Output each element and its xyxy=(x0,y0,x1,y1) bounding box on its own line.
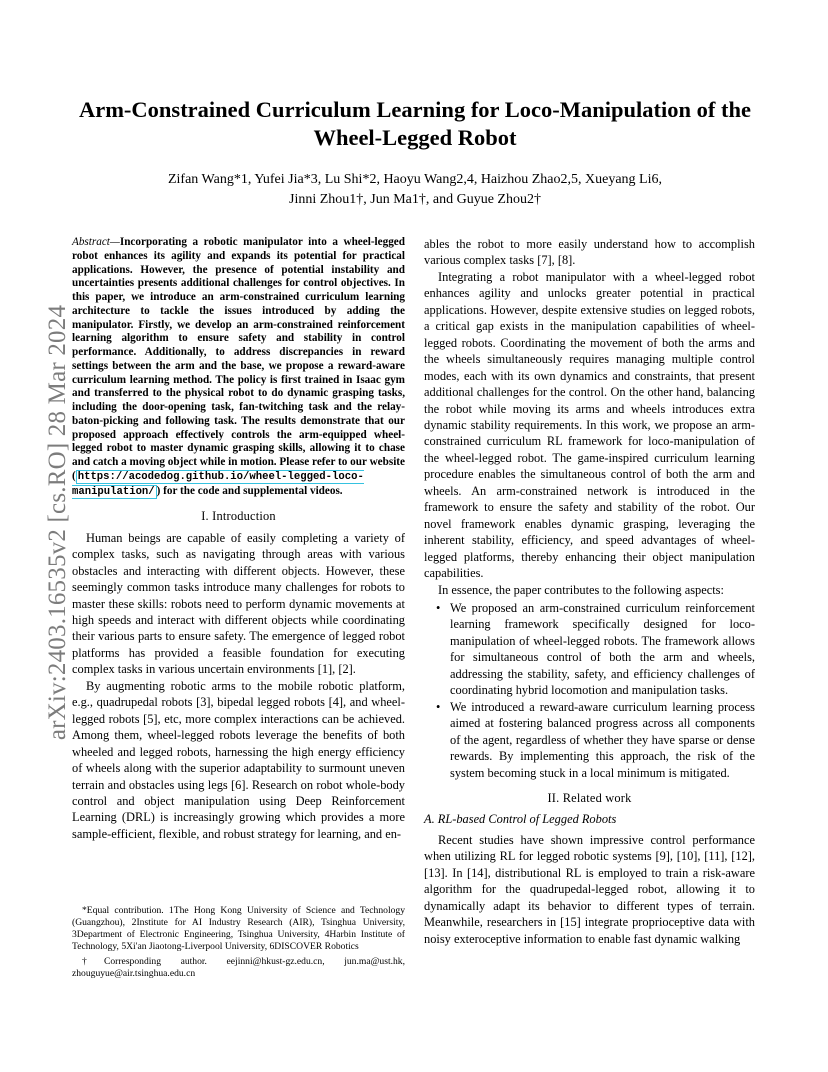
right-column xyxy=(424,236,755,947)
abstract-lead: Abstract— xyxy=(72,236,120,248)
paper-title xyxy=(70,96,760,152)
intro-paragraph-2: By augmenting robotic arms to the mobile robotic platform, e.g., quadrupedal robots [3], bipedal legged robots [4], and wheel-legged robots [5], etc, more complex interactions can be achieved. Among them, wheel-legged robots leverage the benefits of both wheeled and legged robots, harnessing the high energy efficiency of wheels along with the superior adaptability to surmount uneven terrain and obstacles using legs [6]. Research on robot whole-body control and object manipulation using Deep Reinforcement Learning (DRL) is increasingly growing which provides a more sample-efficient, flexible, and robust strategy for learning, and en- xyxy=(72,678,405,841)
section-heading-related-work: II. Related work xyxy=(547,790,632,805)
bullet-icon: • xyxy=(436,699,441,714)
bullet-icon: • xyxy=(436,600,441,615)
contribution-text: We proposed an arm-constrained curriculum reinforcement learning framework specifically designed for loco-manipulation of wheel-legged robots. The framework allows for simultaneous control of both the arm and wheels, addressing the stability, safety, and efficiency challenges of coordinating hybrid locomotion and manipulation tasks. xyxy=(450,600,755,698)
website-link[interactable]: https://acodedog.github.io/wheel-legged-loco-manipulation/ xyxy=(72,470,364,498)
abstract-tail: ) for the code and supplemental videos. xyxy=(156,484,343,497)
contribution-item xyxy=(436,699,755,781)
footnote-corresponding: †Corresponding author. eejinni@hkust-gz.edu.cn, jun.ma@ust.hk, zhouguyue@air.tsinghua.edu.cn xyxy=(72,956,405,980)
contribution-list xyxy=(424,600,755,781)
arxiv-sidebar xyxy=(18,285,71,760)
related-paragraph-1: Recent studies have shown impressive control performance when utilizing RL for legged robotic systems [9], [10], [11], [12], [13]. In [14], distributional RL is employed to train a risk-aware algorithm for the quadrupedal-legged robot, allowing it to dynamically adapt its behavior to different types of terrain. Meanwhile, researchers in [15] integrate proprioceptive data with noisy exteroceptive information to enable fast dynamic walking xyxy=(424,832,755,946)
contribution-item xyxy=(436,600,755,699)
section-heading-introduction: I. Introduction xyxy=(201,509,276,524)
authors-line-1: Zifan Wang*1, Yufei Jia*3, Lu Shi*2, Haoyu Wang2,4, Haizhou Zhao2,5, Xueyang Li6, xyxy=(167,172,662,187)
arxiv-identifier[interactable]: arXiv:2403.16535v2 [cs.RO] 28 Mar 2024 xyxy=(44,304,71,741)
left-column xyxy=(72,236,405,842)
authors-line-2: Jinni Zhou1†, Jun Ma1†, and Guyue Zhou2† xyxy=(289,192,541,207)
intro-paragraph-3: Integrating a robot manipulator with a wheel-legged robot enhances agility and unlocks greater potential in practical applications. However, despite extensive studies on legged robots, a critical gap exists in the manipulation capabilities of wheel-legged robots. Coordinating the movement of both the arms and the wheels simultaneously requires managing multiple control modes, each with its own dynamics and constraints, that present additional challenges for the control. On the other hand, balancing the robot while moving its arms and wheels introduces extra dynamic stability requirements. In this work, we propose an arm-constrained curriculum RL framework for loco-manipulation of the wheel-legged robot. The game-inspired curriculum learning procedure enables the simultaneous control of both the arm and wheels. An arm-constrained network is introduced in the framework to ensure the safety and stability of the robot. Our novel framework enables dynamic grasping, leveraging the inherent stability, efficiency, and speed advantages of wheel-legged platforms, thereby enhancing their object manipulation capabilities. xyxy=(424,269,755,581)
intro-paragraph-continued: ables the robot to more easily understand how to accomplish various complex tasks [7], [8]. xyxy=(424,237,755,268)
subsection-heading: A. RL-based Control of Legged Robots xyxy=(424,812,617,827)
author-list xyxy=(90,170,740,210)
intro-paragraph-1: Human beings are capable of easily completing a variety of complex tasks, such as navigating through areas with various obstacles and interacting with different objects. However, these seemingly common tasks introduce many challenges for robots to master these skills: robots need to perform dynamic movements at high speeds and interact with different objects while coordinating their various parts to ensure safety. The emergence of legged robot platforms has provided a feasible foundation for executing complex tasks in various uncertain environments [1], [2]. xyxy=(72,530,405,677)
title-line-1: Arm-Constrained Curriculum Learning for Loco-Manipulation of the xyxy=(78,97,752,122)
contribution-text: We introduced a reward-aware curriculum learning process aimed at fostering balanced progress across all components of the agent, regardless of whether they have sparse or dense rewards. By implementing this approach, the risk of the system becoming stuck in a local minimum is mitigated. xyxy=(450,699,755,780)
intro-paragraph-4: In essence, the paper contributes to the following aspects: xyxy=(438,582,724,597)
abstract xyxy=(72,236,405,499)
footnotes xyxy=(72,905,405,984)
footnote-affiliations: *Equal contribution. 1The Hong Kong University of Science and Technology (Guangzhou), 2Institute for AI Industry Research (AIR), Tsinghua University, 3Department of Electronic Engineering, Tsinghua University, 4Harbin Institute of Technology, 5Xi'an Jiaotong-Liverpool University, 6DISCOVER Robotics xyxy=(72,905,405,953)
title-line-2: Wheel-Legged Robot xyxy=(313,125,517,150)
abstract-text: Incorporating a robotic manipulator into a wheel-legged robot enhances its agility and expands its potential for practical applications. However, the presence of potential instability and uncertainties presents additional challenges for control objectives. In this paper, we introduce an arm-constrained curriculum learning architecture to tackle the issues introduced by adding the manipulator. Firstly, we develop an arm-constrained reinforcement learning algorithm to ensure safety and stability in control performance. Additionally, to address discrepancies in reward settings between the arm and the base, we propose a reward-aware curriculum learning method. The policy is first trained in Isaac gym and transferred to the physical robot to do dynamic grasping tasks, including the door-opening task, fan-twitching task and the relay-baton-picking and following task. The results demonstrate that our proposed approach effectively controls the arm-equipped wheel-legged robot to master dynamic grasping skills, allowing it to chase and catch a moving object while in motion. Please refer to our website ( xyxy=(72,236,405,482)
